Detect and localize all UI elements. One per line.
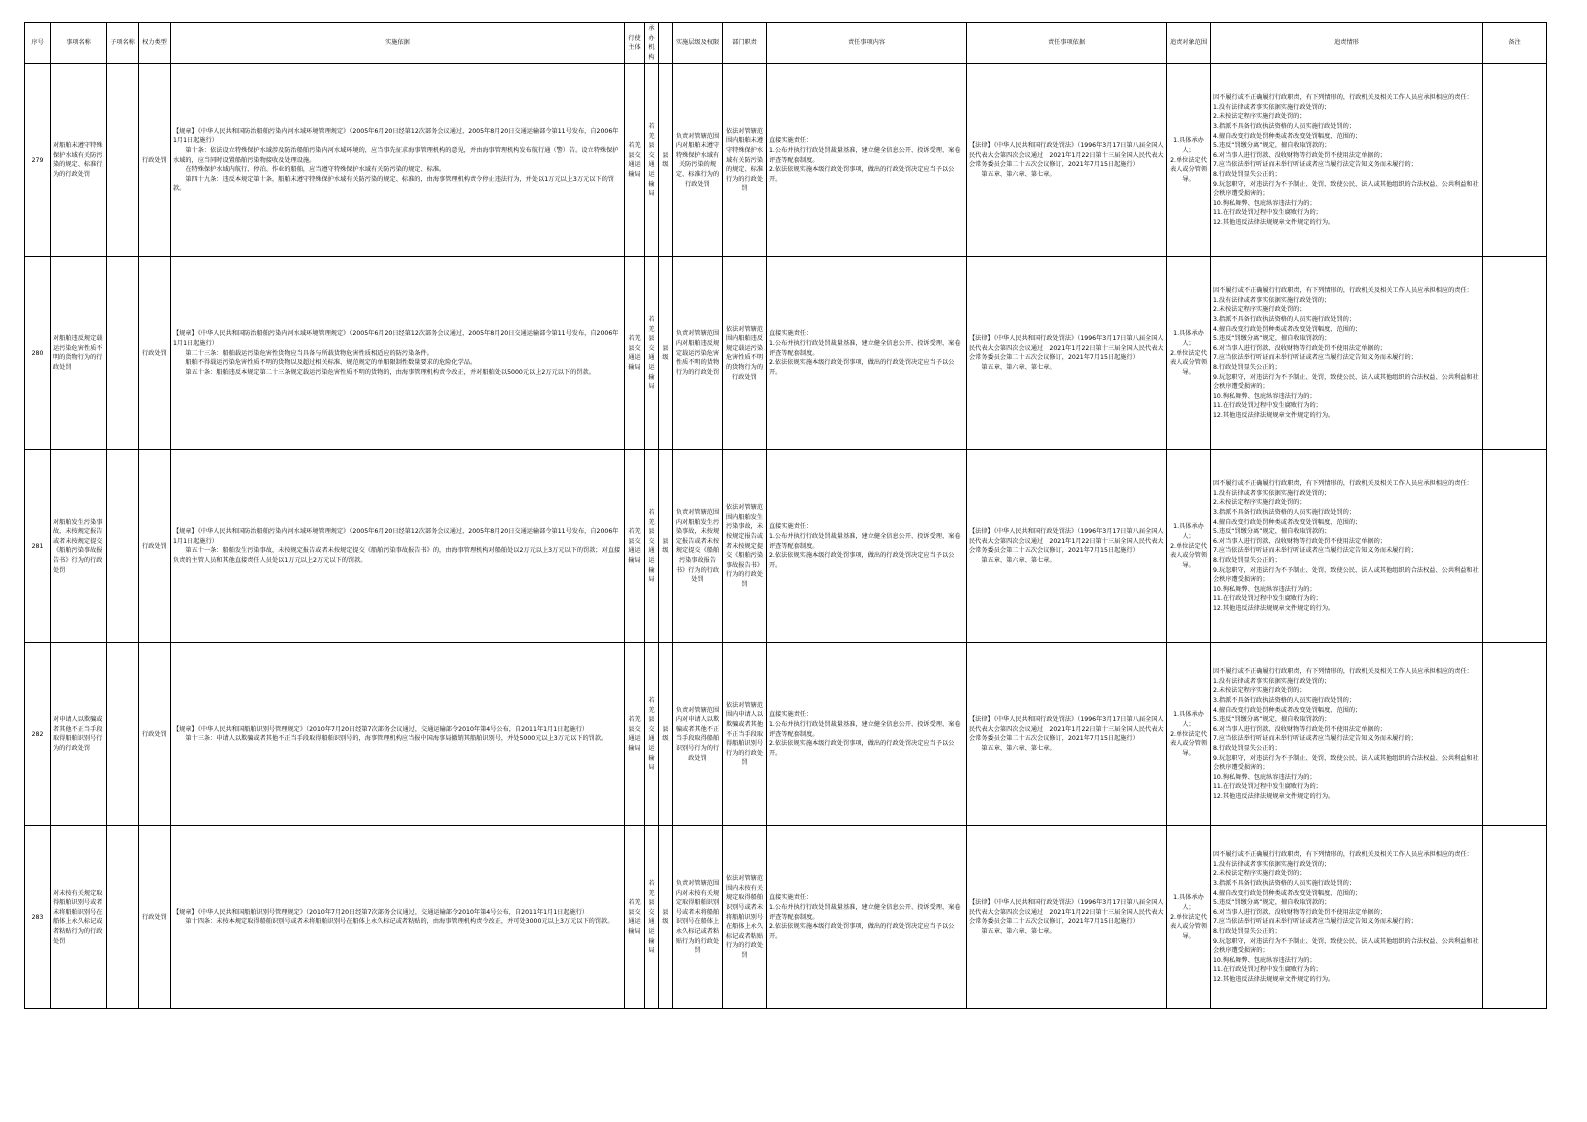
header-target: 追责对象范围 <box>1167 23 1211 64</box>
cell-sub-item <box>107 257 139 450</box>
cell-dept: 若羌县交通运输局 <box>645 643 659 826</box>
cell-situation: 因不履行或不正确履行行政职责，有下列情形的，行政机关及相关工作人员应承担相应的责任： 1.没有法律或者事实依据实施行政处罚的； 2.未按法定程序实施行政处罚的； 3.指派不具备行政执法资格的人员实施行政处罚的； 4.擅自改变行政处罚种类或者改变处罚幅度、范围的； 5.违反“罚缴分离”规定，擅自收取罚款的； 6.对当事人进行罚款、没收财物等行政处罚不使用法定单据的； 7.应当依法举行听证而未举行听证或者应当履行法定告知义务而未履行的； 8.行政处罚显失公正的； 9.玩忽职守，对违法行为不予制止、处罚，致使公民、法人或其他组织的合法权益、公共利益和社会秩序遭受损害的； 10.徇私舞弊、包庇纵容违法行为的； 11.在行政处罚过程中发生腐败行为的； 12.其他违反法律法规规章文件规定的行为。 <box>1211 64 1483 257</box>
cell-target: 1.具体承办人； 2.单位法定代表人或分管领导。 <box>1167 826 1211 1009</box>
cell-seq: 280 <box>25 257 51 450</box>
cell-situation: 因不履行或不正确履行行政职责，有下列情形的，行政机关及相关工作人员应承担相应的责任： 1.没有法律或者事实依据实施行政处罚的； 2.未按法定程序实施行政处罚的； 3.指派不具备行政执法资格的人员实施行政处罚的； 4.擅自改变行政处罚种类或者改变处罚幅度、范围的； 5.违反“罚缴分离”规定，擅自收取罚款的； 6.对当事人进行罚款、没收财物等行政处罚不使用法定单据的； 7.应当依法举行听证而未举行听证或者应当履行法定告知义务而未履行的； 8.行政处罚显失公正的； 9.玩忽职守，对违法行为不予制止、处罚，致使公民、法人或其他组织的合法权益、公共利益和社会秩序遭受损害的； 10.徇私舞弊、包庇纵容违法行为的； 11.在行政处罚过程中发生腐败行为的； 12.其他违反法律法规规章文件规定的行为。 <box>1211 450 1483 643</box>
cell-item-name: 对船舶发生污染事故，未按规定报告或者未按规定提交《船舶污染事故报告书》行为的行政处罚 <box>51 450 107 643</box>
cell-dept-duty: 依法对管辖范围内船舶违反规定载运污染危害性质不明的货物行为的行政处罚 <box>723 257 767 450</box>
cell-power-type: 行政处罚 <box>139 643 171 826</box>
header-basis: 实施依据 <box>171 23 625 64</box>
cell-item-name: 对船舶未遵守特殊保护水域有关防污染的规定、标准行为的行政处罚 <box>51 64 107 257</box>
cell-resp-content: 直接实施责任： 1.公布并执行行政处罚裁量基准，建立健全信息公开、投诉受理、案卷评查等配套制度。 2.依法依规实施本级行政处罚事项，做出的行政处罚决定应当予以公开。 <box>767 826 967 1009</box>
cell-situation: 因不履行或不正确履行行政职责，有下列情形的，行政机关及相关工作人员应承担相应的责任： 1.没有法律或者事实依据实施行政处罚的； 2.未按法定程序实施行政处罚的； 3.指派不具备行政执法资格的人员实施行政处罚的； 4.擅自改变行政处罚种类或者改变处罚幅度、范围的； 5.违反“罚缴分离”规定，擅自收取罚款的； 6.对当事人进行罚款、没收财物等行政处罚不使用法定单据的； 7.应当依法举行听证而未举行听证或者应当履行法定告知义务而未履行的； 8.行政处罚显失公正的； 9.玩忽职守，对违法行为不予制止、处罚，致使公民、法人或其他组织的合法权益、公共利益和社会秩序遭受损害的； 10.徇私舞弊、包庇纵容违法行为的； 11.在行政处罚过程中发生腐败行为的； 12.其他违反法律法规规章文件规定的行为。 <box>1211 643 1483 826</box>
cell-level: 县级 <box>659 450 673 643</box>
cell-resp-basis: 【法律】《中华人民共和国行政处罚法》（1996年3月17日第八届全国人民代表大会第四次会议通过 2021年1月22日第十三届全国人民代表大会常务委员会第二十五次会议修订，2021年7月15日起施行） 第五章、第六章、第七章。 <box>967 64 1167 257</box>
cell-subject: 若羌县交通运输局 <box>625 643 645 826</box>
cell-basis: 【规章】《中华人民共和国防治船舶污染内河水域环境管理规定》（2005年6月20日经第12次部务会议通过，2005年8月20日交通运输部令第11号发布，自2006年1月1日起施行） 第二十三条：船舶载运污染危害性货物应当具备与所载货物危害性质相适应的防污染条件。 船舶不得载运污染危害性质不明的货物以及超过相关标准、规范规定的单船限制性数量要求的危险化学品。 第五十条：船舶违反本规定第二十三条规定载运污染危害性质不明的货物的，由海事管理机构责令改正，并对船舶处以5000元以上2万元以下的罚款。 <box>171 257 625 450</box>
cell-seq: 283 <box>25 826 51 1009</box>
cell-item-name: 对船舶违反规定载运污染危害性质不明的货物行为的行政处罚 <box>51 257 107 450</box>
cell-resp-content: 直接实施责任： 1.公布并执行行政处罚裁量基准，建立健全信息公开、投诉受理、案卷评查等配套制度。 2.依法依规实施本级行政处罚事项，做出的行政处罚决定应当予以公开。 <box>767 643 967 826</box>
cell-remark <box>1483 643 1547 826</box>
cell-level: 县级 <box>659 826 673 1009</box>
cell-resp-basis: 【法律】《中华人民共和国行政处罚法》（1996年3月17日第八届全国人民代表大会第四次会议通过 2021年1月22日第十三届全国人民代表大会常务委员会第二十五次会议修订，2021年7月15日起施行） 第五章、第六章、第七章。 <box>967 826 1167 1009</box>
cell-resp-basis: 【法律】《中华人民共和国行政处罚法》（1996年3月17日第八届全国人民代表大会第四次会议通过 2021年1月22日第十三届全国人民代表大会常务委员会第二十五次会议修订，2021年7月15日起施行） 第五章、第六章、第七章。 <box>967 643 1167 826</box>
header-sub-item: 子项名称 <box>107 23 139 64</box>
cell-resp-basis: 【法律】《中华人民共和国行政处罚法》（1996年3月17日第八届全国人民代表大会第四次会议通过 2021年1月22日第十三届全国人民代表大会常务委员会第二十五次会议修订，2021年7月15日起施行） 第五章、第六章、第七章。 <box>967 257 1167 450</box>
cell-power-type: 行政处罚 <box>139 64 171 257</box>
cell-resp-content: 直接实施责任： 1.公布并执行行政处罚裁量基准，建立健全信息公开、投诉受理、案卷评查等配套制度。 2.依法依规实施本级行政处罚事项，做出的行政处罚决定应当予以公开。 <box>767 450 967 643</box>
cell-subject: 若羌县交通运输局 <box>625 257 645 450</box>
header-situation: 追责情形 <box>1211 23 1483 64</box>
cell-seq: 282 <box>25 643 51 826</box>
cell-situation: 因不履行或不正确履行行政职责，有下列情形的，行政机关及相关工作人员应承担相应的责任： 1.没有法律或者事实依据实施行政处罚的； 2.未按法定程序实施行政处罚的； 3.指派不具备行政执法资格的人员实施行政处罚的； 4.擅自改变行政处罚种类或者改变处罚幅度、范围的； 5.违反“罚缴分离”规定，擅自收取罚款的； 6.对当事人进行罚款、没收财物等行政处罚不使用法定单据的； 7.应当依法举行听证而未举行听证或者应当履行法定告知义务而未履行的； 8.行政处罚显失公正的； 9.玩忽职守，对违法行为不予制止、处罚，致使公民、法人或其他组织的合法权益、公共利益和社会秩序遭受损害的； 10.徇私舞弊、包庇纵容违法行为的； 11.在行政处罚过程中发生腐败行为的； 12.其他违反法律法规规章文件规定的行为。 <box>1211 257 1483 450</box>
cell-target: 1.具体承办人； 2.单位法定代表人或分管领导。 <box>1167 643 1211 826</box>
cell-sub-item <box>107 826 139 1009</box>
cell-level: 县级 <box>659 643 673 826</box>
cell-level-duty: 负责对管辖范围内对船舶未遵守特殊保护水域有关防污染的规定、标准行为的行政处罚 <box>673 64 723 257</box>
cell-sub-item <box>107 450 139 643</box>
cell-level-duty: 负责对管辖范围内对船舶违反规定载运污染危害性质不明的货物行为的行政处罚 <box>673 257 723 450</box>
cell-basis: 【规章】《中华人民共和国防治船舶污染内河水域环境管理规定》（2005年6月20日经第12次部务会议通过，2005年8月20日交通运输部令第11号发布，自2006年1月1日起施行） 第十条：依法设立特殊保护水域涉及防治船舶污染内河水域环境的，应当事先征求海事管理机构的意见，并由海事管理机构发布航行通（警）告。设立特殊保护水域的，应当同时设置船舶污染物接收及处理设施。 在特殊保护水域内航行、停泊、作业的船舶，应当遵守特殊保护水域有关防污染的规定、标准。 第四十九条：违反本规定第十条，船舶未遵守特殊保护水域有关防污染的规定、标准的，由海事管理机构责令停止违法行为，并处以1万元以上3万元以下的罚款。 <box>171 64 625 257</box>
cell-dept: 若羌县交通运输局 <box>645 450 659 643</box>
cell-item-name: 对未按有关规定取得船舶识别号或者未将船舶识别号在船体上永久标记或者粘贴行为的行政处罚 <box>51 826 107 1009</box>
cell-sub-item <box>107 643 139 826</box>
cell-remark <box>1483 826 1547 1009</box>
cell-resp-basis: 【法律】《中华人民共和国行政处罚法》（1996年3月17日第八届全国人民代表大会第四次会议通过 2021年1月22日第十三届全国人民代表大会常务委员会第二十五次会议修订，2021年7月15日起施行） 第五章、第六章、第七章。 <box>967 450 1167 643</box>
cell-level: 县级 <box>659 257 673 450</box>
header-resp-basis: 责任事项依据 <box>967 23 1167 64</box>
cell-resp-content: 直接实施责任： 1.公布并执行行政处罚裁量基准，建立健全信息公开、投诉受理、案卷评查等配套制度。 2.依法依规实施本级行政处罚事项，做出的行政处罚决定应当予以公开。 <box>767 64 967 257</box>
cell-level-duty: 负责对管辖范围内对申请人以欺骗或者其他不正当手段取得船舶识别号行为的行政处罚 <box>673 643 723 826</box>
cell-basis: 【规章】《中华人民共和国船舶识别号管理规定》（2010年7月20日经第7次部务会议通过，交通运输部令2010年第4号公布，自2011年1月1日起施行） 第十四条：未按本规定取得船舶识别号或者未将船舶识别号在船体上永久标记或者粘贴的，由海事管理机构责令改正，并可处3000元以上3万元以下的罚款。 <box>171 826 625 1009</box>
cell-remark <box>1483 450 1547 643</box>
table-row <box>25 257 1547 450</box>
header-subject: 行使主体 <box>625 23 645 64</box>
cell-power-type: 行政处罚 <box>139 826 171 1009</box>
cell-target: 1.具体承办人； 2.单位法定代表人或分管领导。 <box>1167 450 1211 643</box>
cell-dept-duty: 依法对管辖范围内船舶发生污染事故，未按规定报告或者未按规定提交《船舶污染事故报告书》行为的行政处罚 <box>723 450 767 643</box>
table-row <box>25 450 1547 643</box>
cell-power-type: 行政处罚 <box>139 257 171 450</box>
cell-level: 县级 <box>659 64 673 257</box>
cell-dept-duty: 依法对管辖范围内申请人以欺骗或者其他不正当手段取得船舶识别号行为的行政处罚 <box>723 643 767 826</box>
cell-remark <box>1483 64 1547 257</box>
header-power-type: 权力类型 <box>139 23 171 64</box>
cell-sub-item <box>107 64 139 257</box>
header-seq: 序号 <box>25 23 51 64</box>
cell-dept: 若羌县交通运输局 <box>645 64 659 257</box>
cell-level-duty: 负责对管辖范围内对未按有关规定取得船舶识别号或者未将船舶识别号在船体上永久标记或者粘贴行为的行政处罚 <box>673 826 723 1009</box>
table-row <box>25 64 1547 257</box>
header-level: 实施层级及权限 <box>673 23 723 64</box>
header-blank <box>659 23 673 64</box>
header-item-name: 事项名称 <box>51 23 107 64</box>
cell-dept-duty: 依法对管辖范围内未按有关规定取得船舶识别号或者未将船舶识别号在船体上永久标记或者粘贴行为的行政处罚 <box>723 826 767 1009</box>
cell-subject: 若羌县交通运输局 <box>625 450 645 643</box>
cell-item-name: 对申请人以欺骗或者其他不正当手段取得船舶识别号行为的行政处罚 <box>51 643 107 826</box>
cell-situation: 因不履行或不正确履行行政职责，有下列情形的，行政机关及相关工作人员应承担相应的责任： 1.没有法律或者事实依据实施行政处罚的； 2.未按法定程序实施行政处罚的； 3.指派不具备行政执法资格的人员实施行政处罚的； 4.擅自改变行政处罚种类或者改变处罚幅度、范围的； 5.违反“罚缴分离”规定，擅自收取罚款的； 6.对当事人进行罚款、没收财物等行政处罚不使用法定单据的； 7.应当依法举行听证而未举行听证或者应当履行法定告知义务而未履行的； 8.行政处罚显失公正的； 9.玩忽职守，对违法行为不予制止、处罚，致使公民、法人或其他组织的合法权益、公共利益和社会秩序遭受损害的； 10.徇私舞弊、包庇纵容违法行为的； 11.在行政处罚过程中发生腐败行为的； 12.其他违反法律法规规章文件规定的行为。 <box>1211 826 1483 1009</box>
cell-seq: 281 <box>25 450 51 643</box>
cell-dept-duty: 依法对管辖范围内船舶未遵守特殊保护水域有关防污染的规定、标准行为的行政处罚 <box>723 64 767 257</box>
cell-target: 1.具体承办人； 2.单位法定代表人或分管领导。 <box>1167 64 1211 257</box>
cell-dept: 若羌县交通运输局 <box>645 826 659 1009</box>
cell-subject: 若羌县交通运输局 <box>625 64 645 257</box>
cell-subject: 若羌县交通运输局 <box>625 826 645 1009</box>
cell-basis: 【规章】《中华人民共和国船舶识别号管理规定》（2010年7月20日经第7次部务会议通过，交通运输部令2010年第4号公布，自2011年1月1日起施行） 第十三条：申请人以欺骗或者其他不正当手段取得船舶识别号的，海事管理机构应当报中国海事局撤销其船舶识别号，并处5000元以上3万元以下的罚款。 <box>171 643 625 826</box>
table-row <box>25 643 1547 826</box>
header-duty: 部门职责 <box>723 23 767 64</box>
header-remark: 备注 <box>1483 23 1547 64</box>
power-list-sheet <box>24 22 1546 1009</box>
cell-target: 1.具体承办人； 2.单位法定代表人或分管领导。 <box>1167 257 1211 450</box>
cell-remark <box>1483 257 1547 450</box>
cell-level-duty: 负责对管辖范围内对船舶发生污染事故，未按规定报告或者未按规定提交《船舶污染事故报告书》行为的行政处罚 <box>673 450 723 643</box>
cell-dept: 若羌县交通运输局 <box>645 257 659 450</box>
cell-power-type: 行政处罚 <box>139 450 171 643</box>
header-dept: 承办机构 <box>645 23 659 64</box>
cell-resp-content: 直接实施责任： 1.公布并执行行政处罚裁量基准，建立健全信息公开、投诉受理、案卷评查等配套制度。 2.依法依规实施本级行政处罚事项，做出的行政处罚决定应当予以公开。 <box>767 257 967 450</box>
cell-basis: 【规章】《中华人民共和国防治船舶污染内河水域环境管理规定》（2005年6月20日经第12次部务会议通过，2005年8月20日交通运输部令第11号发布，自2006年1月1日起施行） 第五十一条：船舶发生污染事故，未按规定报告或者未按规定提交《船舶污染事故报告书》的，由海事管理机构对船舶处以2万元以上3万元以下的罚款；对直接负责的主管人员和其他直接责任人员处以1万元以上2万元以下的罚款。 <box>171 450 625 643</box>
cell-seq: 279 <box>25 64 51 257</box>
header-row <box>25 23 1547 64</box>
power-list-table <box>24 22 1547 1009</box>
table-row <box>25 826 1547 1009</box>
header-resp-content: 责任事项内容 <box>767 23 967 64</box>
